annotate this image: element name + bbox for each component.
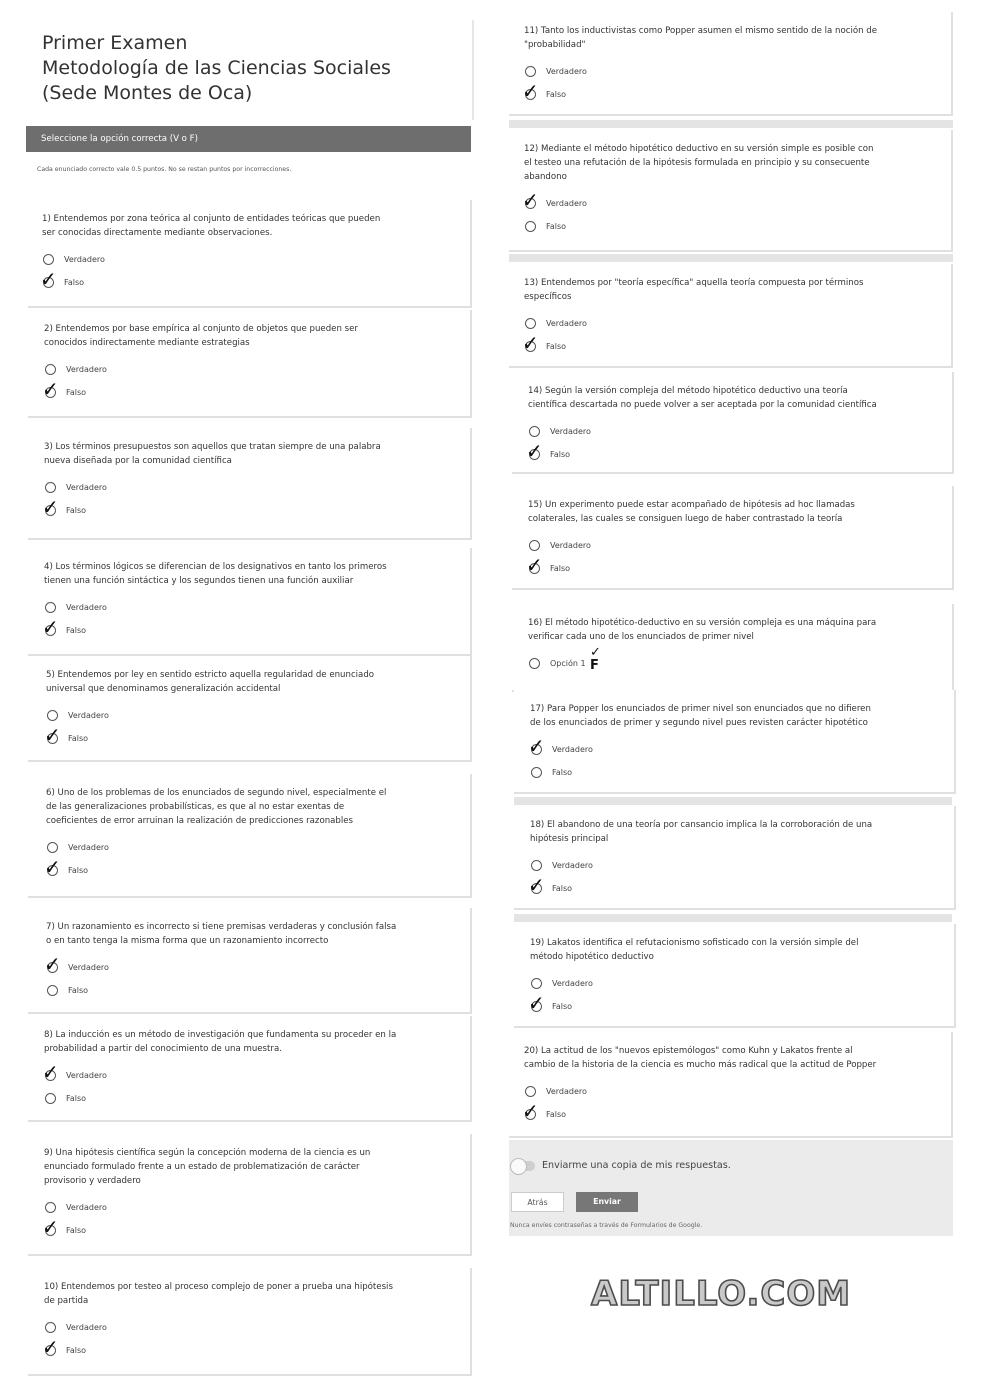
option-label: Falso [546,1110,567,1119]
radio-button[interactable] [529,658,540,669]
radio-button[interactable] [531,767,542,778]
question-text-line: probabilidad a partir del conocimiento de una muestra. [44,1044,282,1054]
question-text [46,920,466,948]
option-verdadero[interactable] [525,66,587,77]
option-falso[interactable] [42,495,87,519]
handwritten-check-icon: ✓ [42,495,59,519]
option-falso[interactable] [522,79,567,103]
option-falso[interactable] [528,991,573,1015]
option-label: Verdadero [546,67,587,76]
question-text-line: 12) Mediante el método hipotético deductivo en su versión simple es posible con [524,144,874,154]
radio-button[interactable] [529,540,540,551]
copy-toggle-label: Enviarme una copia de mis respuestas. [542,1160,731,1171]
option-label: Verdadero [552,979,593,988]
option-label: Falso [546,222,567,231]
option-falso[interactable] [526,439,571,463]
handwritten-check-icon: ✓ [44,952,61,976]
question-text-line: 17) Para Popper los enunciados de primer nivel son enunciados que no difieren [530,704,871,714]
submit-button[interactable]: Enviar [576,1192,638,1212]
option-falso[interactable] [525,221,566,232]
question-text-line: enunciado formulado frente a un estado de problematización de carácter [44,1162,360,1172]
option-falso[interactable] [528,873,573,897]
question-text [46,668,466,696]
option-label: Falso [68,986,89,995]
handwritten-check-icon: ✓ [522,331,539,355]
handwritten-check-icon: ✓ [42,1060,59,1084]
option-verdadero[interactable] [43,254,105,265]
option-label: Verdadero [64,255,105,264]
option-falso[interactable] [531,767,572,778]
radio-button[interactable] [522,79,539,103]
question-text-line: 11) Tanto los inductivistas como Popper asumen el mismo sentido de la noción de [524,26,878,36]
question-text-line: 10) Entendemos por testeo al proceso complejo de poner a prueba una hipótesis [44,1282,393,1292]
question-text [44,1028,464,1056]
scoring-note: Cada enunciado correcto vale 0.5 puntos. No se restan puntos por incorrecciones. [37,166,292,173]
option-verdadero[interactable] [47,842,109,853]
section-divider [509,254,953,262]
radio-button[interactable] [525,1086,536,1097]
option-label: Falso [546,342,567,351]
radio-button[interactable] [522,1099,539,1123]
section-divider [514,914,952,922]
handwritten-check-icon: ✓ [522,1099,539,1123]
question-text-line: ser conocidas directamente mediante observaciones. [42,228,273,238]
question-text-line: de partida [44,1296,89,1306]
question-text [44,440,464,468]
option-label: Verdadero [546,319,587,328]
radio-button[interactable] [45,1322,56,1333]
handwritten-check-icon: ✓ [42,377,59,401]
question-text-line: 13) Entendemos por "teoría específica" aquella teoría compuesta por términos [524,278,864,288]
option-label: Falso [66,388,87,397]
option-label: Verdadero [66,1071,107,1080]
question-text-line: el testeo una refutación de la hipótesis formulada en principio y su consecuente [524,158,870,168]
radio-button[interactable] [528,734,545,758]
option-falso[interactable] [42,377,87,401]
question-text-line: 6) Uno de los problemas de los enunciados de segundo nivel, especialmente el [46,788,387,798]
question-text [528,498,948,526]
radio-button[interactable] [45,1202,56,1213]
option-label: Verdadero [546,199,587,208]
option-label: Verdadero [66,1323,107,1332]
radio-button[interactable] [42,1335,59,1359]
copy-toggle[interactable] [510,1158,527,1175]
radio-button[interactable] [42,615,59,639]
question-text-line: 1) Entendemos por zona teórica al conjunto de entidades teóricas que pueden [42,214,381,224]
question-text-line: colaterales, las cuales se consiguen luego de haber contrastado la teoría [528,514,843,524]
handwritten-check-icon: ✓ [590,645,601,660]
question-text-line: universal que denominamos generalización accidental [46,684,281,694]
radio-button[interactable] [522,331,539,355]
question-text-line: método hipotético deductivo [530,952,654,962]
question-text-line: 8) La inducción es un método de investigación que fundamenta su proceder en la [44,1030,397,1040]
question-text [524,24,944,52]
radio-button[interactable] [526,439,543,463]
option-falso[interactable] [45,1093,86,1104]
option-label: Falso [552,884,573,893]
handwritten-annotation [590,646,601,672]
handwritten-letter: F [590,658,599,673]
option-label: Verdadero [552,861,593,870]
question-text-line: abandono [524,172,567,182]
option-label: Falso [552,1002,573,1011]
question-text [44,1280,464,1308]
question-text-line: 18) El abandono de una teoría por cansancio implica la la corroboración de una [530,820,873,830]
radio-button[interactable] [531,860,542,871]
question-text-line: 3) Los términos presupuestos son aquellos que tratan siempre de una palabra [44,442,381,452]
handwritten-check-icon: ✓ [522,79,539,103]
question-text [530,818,950,846]
radio-button[interactable] [42,377,59,401]
option-falso[interactable] [522,331,567,355]
form-title-line-2: Metodología de las Ciencias Sociales [42,57,391,79]
option-label: Verdadero [68,711,109,720]
option-verdadero[interactable] [529,540,591,551]
option-label: Verdadero [552,745,593,754]
radio-button[interactable] [525,221,536,232]
watermark-logo: ALTILLO.COM [591,1274,852,1314]
option-verdadero[interactable] [42,1060,107,1084]
option-verdadero[interactable] [531,978,593,989]
question-text [530,702,950,730]
option-verdadero[interactable] [531,860,593,871]
option-verdadero[interactable] [525,1086,587,1097]
question-text-line: 16) El método hipotético-deductivo en su versión compleja es una máquina para [528,618,877,628]
option-1[interactable] [529,658,586,669]
option-falso[interactable] [47,985,88,996]
handwritten-check-icon: ✓ [42,1335,59,1359]
handwritten-check-icon: ✓ [42,1215,59,1239]
option-verdadero[interactable] [528,734,593,758]
option-falso[interactable] [526,553,571,577]
back-button[interactable]: Atrás [511,1192,564,1212]
option-label: Verdadero [66,1203,107,1212]
question-text-line: conocidos indirectamente mediante estrategias [44,338,250,348]
option-verdadero[interactable] [45,602,107,613]
question-text-line: 9) Una hipótesis científica según la concepción moderna de la ciencia es un [44,1148,371,1158]
question-text-line: verificar cada uno de los enunciados de primer nivel [528,632,754,642]
option-label: Falso [552,768,573,777]
question-text-line: científica descartada no puede volver a ser aceptada por la comunidad científica [528,400,877,410]
option-falso[interactable] [40,267,85,291]
option-falso[interactable] [42,615,87,639]
question-text [530,936,950,964]
option-falso[interactable] [44,855,89,879]
option-label: Verdadero [550,427,591,436]
option-label: Falso [66,1346,87,1355]
handwritten-check-icon: ✓ [526,553,543,577]
option-label: Falso [64,278,85,287]
radio-button[interactable] [44,723,61,747]
option-label: Verdadero [66,483,107,492]
option-verdadero[interactable] [529,426,591,437]
radio-button[interactable] [525,318,536,329]
radio-button[interactable] [45,364,56,375]
radio-button[interactable] [47,985,58,996]
question-text [528,384,948,412]
question-text-line: 5) Entendemos por ley en sentido estricto aquella regularidad de enunciado [46,670,375,680]
section-banner: Seleccione la opción correcta (V o F) [26,126,471,152]
question-text [524,1044,944,1072]
option-label: Falso [68,734,89,743]
question-text [44,560,464,588]
question-text [524,142,944,184]
radio-button[interactable] [522,188,539,212]
handwritten-check-icon: ✓ [42,615,59,639]
option-falso[interactable] [44,723,89,747]
radio-button[interactable] [44,952,61,976]
radio-button[interactable] [45,1093,56,1104]
handwritten-check-icon: ✓ [528,734,545,758]
option-label: Falso [550,564,571,573]
option-label: Falso [66,506,87,515]
question-text-line: 20) La actitud de los "nuevos epistemólogos" como Kuhn y Lakatos frente al [524,1046,853,1056]
form-title-line-3: (Sede Montes de Oca) [42,82,253,104]
handwritten-check-icon: ✓ [522,188,539,212]
question-text-line: nueva diseñada por la comunidad científica [44,456,232,466]
option-label: Falso [550,450,571,459]
option-label: Verdadero [68,843,109,852]
question-text-line: 15) Un experimento puede estar acompañado de hipótesis ad hoc llamadas [528,500,855,510]
radio-button[interactable] [47,842,58,853]
radio-button[interactable] [42,1060,59,1084]
option-label: Falso [66,626,87,635]
question-text-line: 7) Un razonamiento es incorrecto si tiene premisas verdaderas y conclusión falsa [46,922,397,932]
radio-button[interactable] [529,426,540,437]
radio-button[interactable] [45,602,56,613]
radio-button[interactable] [526,553,543,577]
password-warning: Nunca envíes contraseñas a través de Formularios de Google. [510,1222,703,1229]
option-verdadero[interactable] [45,482,107,493]
question-text [528,616,948,644]
question-text [46,786,466,828]
option-label: Verdadero [550,541,591,550]
radio-button[interactable] [45,482,56,493]
option-falso[interactable] [42,1335,87,1359]
radio-button[interactable] [531,978,542,989]
section-divider [514,797,952,805]
option-verdadero[interactable] [44,952,109,976]
radio-button[interactable] [42,1215,59,1239]
handwritten-check-icon: ✓ [526,439,543,463]
question-text-line: hipótesis principal [530,834,609,844]
option-label: Verdadero [66,603,107,612]
section-divider [509,120,953,128]
option-label: Falso [68,866,89,875]
question-text-line: 2) Entendemos por base empírica al conjunto de objetos que pueden ser [44,324,358,334]
question-text-line: coeficientes de error arruinan la realización de predicciones razonables [46,816,354,826]
question-text-line: 14) Según la versión compleja del método hipotético deductivo una teoría [528,386,848,396]
form-title-line-1: Primer Examen [42,32,188,54]
handwritten-check-icon: ✓ [40,267,57,291]
option-label: Verdadero [66,365,107,374]
radio-button[interactable] [43,254,54,265]
handwritten-check-icon: ✓ [44,855,61,879]
question-text-line: 19) Lakatos identifica el refutacionismo sofisticado con la versión simple del [530,938,859,948]
radio-button[interactable] [528,873,545,897]
question-text-line: "probabilidad" [524,40,586,50]
question-text-line: 4) Los términos lógicos se diferencian de los designativos en tanto los primeros [44,562,387,572]
option-verdadero[interactable] [45,364,107,375]
option-falso[interactable] [522,1099,567,1123]
question-text-line: tienen una función sintáctica y los segundos tienen una función auxiliar [44,576,354,586]
option-label: Falso [546,90,567,99]
handwritten-check-icon: ✓ [528,873,545,897]
radio-button[interactable] [42,495,59,519]
form-title [42,31,391,106]
option-label: Verdadero [546,1087,587,1096]
option-falso[interactable] [42,1215,87,1239]
option-label: Opción 1 [550,659,586,668]
radio-button[interactable] [528,991,545,1015]
question-text-line: o en tanto tenga la misma forma que un razonamiento incorrecto [46,936,329,946]
question-text-line: provisorio y verdadero [44,1176,141,1186]
handwritten-check-icon: ✓ [528,991,545,1015]
option-label: Falso [66,1226,87,1235]
question-text [42,212,462,240]
question-text [524,276,944,304]
question-text [44,1146,464,1188]
option-label: Verdadero [68,963,109,972]
option-verdadero[interactable] [525,318,587,329]
radio-button[interactable] [47,710,58,721]
handwritten-check-icon: ✓ [44,723,61,747]
option-verdadero[interactable] [45,1202,107,1213]
question-text-line: específicos [524,292,572,302]
question-text-line: cambio de la historia de la ciencia es mucho más radical que la actitud de Popper [524,1060,877,1070]
option-verdadero[interactable] [522,188,587,212]
question-text-line: de las generalizaciones probabilísticas, es que al no estar exentas de [46,802,345,812]
option-verdadero[interactable] [45,1322,107,1333]
question-text [44,322,464,350]
radio-button[interactable] [525,66,536,77]
radio-button[interactable] [44,855,61,879]
option-verdadero[interactable] [47,710,109,721]
question-text-line: de los enunciados de primer y segundo nivel pues revisten carácter hipotético [530,718,868,728]
radio-button[interactable] [40,267,57,291]
option-label: Falso [66,1094,87,1103]
